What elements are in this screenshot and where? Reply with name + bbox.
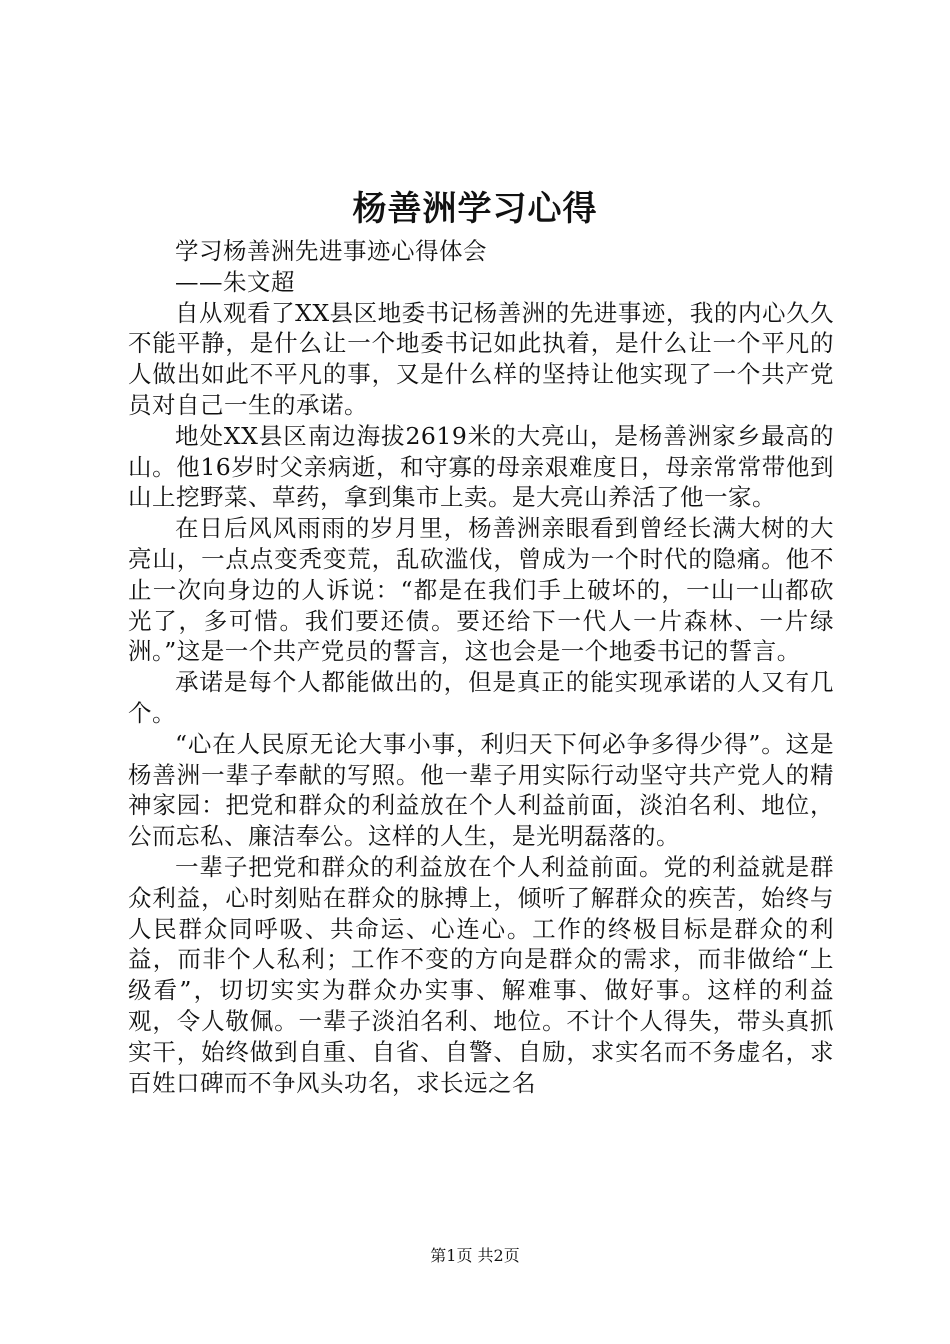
paragraph: 一辈子把党和群众的利益放在个人利益前面。党的利益就是群众利益，心时刻贴在群众的脉搏上，倾听了解群众的疾苦，始终与人民群众同呼吸、共命运、心连心。工作的终极目标是群众的利益，而非个人私利；工作不变的方向是群众的需求，而非做给“上级看”，切切实实为群众办实事、解难事、做好事。这样的利益观，令人敬佩。一辈子淡泊名利、地位。不计个人得失，带头真抓实干，始终做到自重、自省、自警、自励，求实名而不务虚名，求百姓口碑而不争风头功名，求长远之名	[128, 852, 834, 1097]
subtitle: 学习杨善洲先进事迹心得体会	[175, 237, 487, 265]
document-body	[128, 236, 834, 1098]
paragraph: 在日后风风雨雨的岁月里，杨善洲亲眼看到曾经长满大树的大亮山，一点点变秃变荒，乱砍滥伐，曾成为一个时代的隐痛。他不止一次向身边的人诉说：“都是在我们手上破坏的，一山一山都砍光了，多可惜。我们要还债。要还给下一代人一片森林、一片绿洲。”这是一个共产党员的誓言，这也会是一个地委书记的誓言。	[128, 514, 834, 666]
author-line: ——朱文超	[175, 267, 295, 296]
paragraph: 自从观看了XX县区地委书记杨善洲的先进事迹，我的内心久久不能平静，是什么让一个地委书记如此执着，是什么让一个平凡的人做出如此不平凡的事，又是什么样的坚持让他实现了一个共产党员对自己一生的承诺。	[128, 298, 834, 419]
paragraph: 承诺是每个人都能做出的，但是真正的能实现承诺的人又有几个。	[128, 668, 834, 727]
document-title: 杨善洲学习心得	[352, 189, 598, 229]
paragraph: 地处XX县区南边海拔2619米的大亮山，是杨善洲家乡最高的山。他16岁时父亲病逝，和守寡的母亲艰难度日，母亲常常带他到山上挖野菜、草药，拿到集市上卖。是大亮山养活了他一家。	[128, 421, 834, 512]
paragraph: “心在人民原无论大事小事，利归天下何必争多得少得”。这是杨善洲一辈子奉献的写照。他一辈子用实际行动坚守共产党人的精神家园：把党和群众的利益放在个人利益前面，淡泊名利、地位，公而忘私、廉洁奉公。这样的人生，是光明磊落的。	[128, 729, 834, 851]
page-footer: 第1页 共2页	[430, 1246, 520, 1265]
